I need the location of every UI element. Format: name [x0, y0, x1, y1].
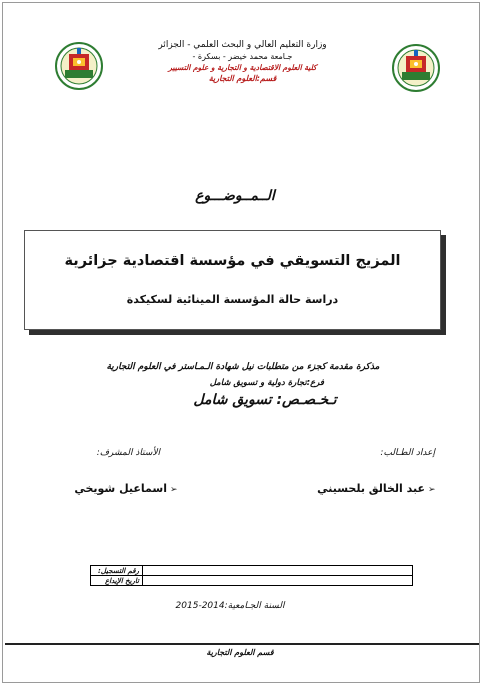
institution-header: [150, 40, 335, 84]
deposit-date-value: [143, 576, 413, 586]
student-label: إعداد الطـالب:: [380, 448, 435, 458]
bullet-arrow-icon: ➢: [170, 485, 178, 495]
topic-label: الــمــوضـــوع: [195, 188, 275, 204]
deposit-date-label: تاريخ الإيداع: [91, 576, 143, 586]
ministry-line: وزارة التعليم العالي و البحث العلمي - الجزائر: [158, 40, 327, 50]
supervisor-name: اسماعيل شويخي: [74, 482, 167, 495]
memo-specialty: تـخـصـص: تسويق شامل: [193, 392, 337, 408]
university-logo-left: [55, 40, 103, 92]
registration-number-label: رقم التسجيل:: [91, 566, 143, 576]
student-name: عبد الخالق بلحسيني: [317, 482, 425, 495]
faculty-line: كلية العلوم الاقتصادية و التجارية و علوم التسيير: [168, 63, 317, 72]
academic-year: السنة الجـامعية:2014-2015: [175, 601, 285, 611]
university-logo-right: [392, 42, 440, 94]
title-box: [24, 230, 441, 330]
footer-rule: [5, 643, 479, 645]
bullet-arrow-icon: ➢: [428, 485, 436, 495]
registration-table: [90, 565, 413, 586]
footer-department: قسم العلوم التجارية: [206, 648, 274, 657]
university-line: جـامعة محمد خيضر - بسكرة -: [192, 52, 293, 61]
thesis-subtitle: دراسة حالة المؤسسة المينائية لسكيكدة: [126, 293, 339, 306]
memo-branch: فرع:تجارة دولية و تسويق شامل: [209, 378, 324, 388]
memo-statement: مذكرة مقدمة كجزء من متطلبات نيل شهادة الـمـاستر في العلوم التجارية: [106, 362, 380, 372]
department-line: قسم:العلوم التجارية: [208, 74, 277, 83]
registration-number-value: [143, 566, 413, 576]
thesis-title: المزيج التسويقي في مؤسسة اقتصادية جزائرية: [64, 253, 401, 269]
supervisor-label: الأستاذ المشرف:: [96, 448, 160, 458]
